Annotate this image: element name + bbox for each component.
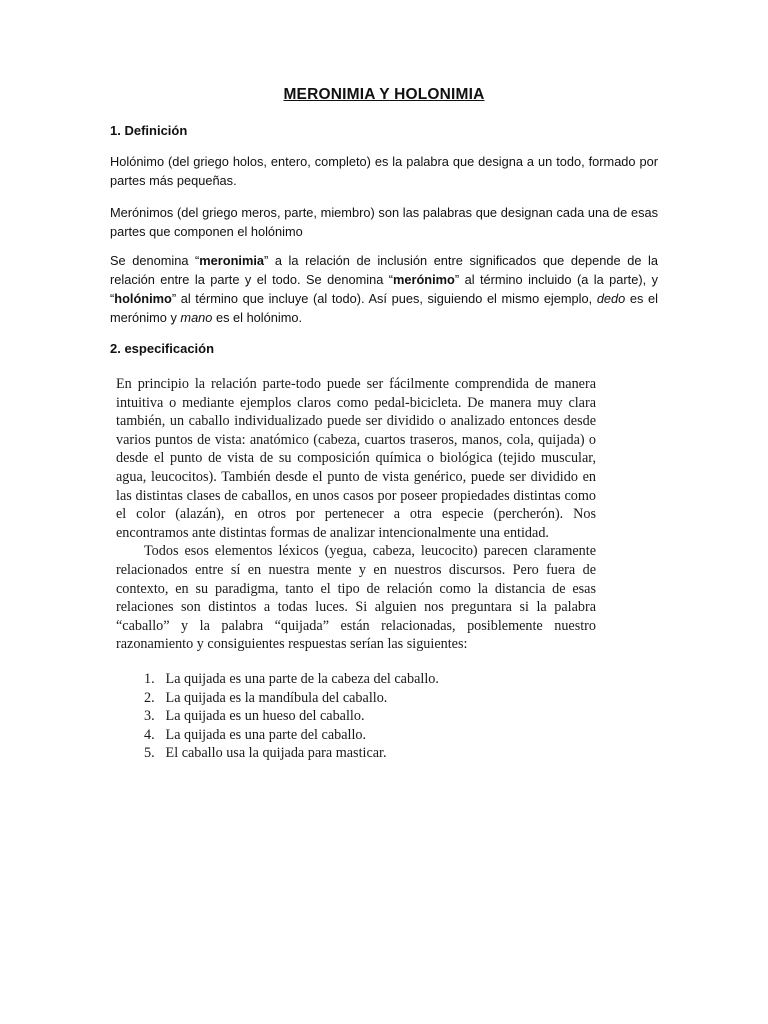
list-item-text: La quijada es un hueso del caballo. bbox=[165, 708, 365, 725]
scanned-excerpt bbox=[116, 375, 596, 763]
text-span: ” a la relación de inclusión entre significados que depende de la relación entre la parte y el todo. Se denomina “ bbox=[110, 253, 659, 287]
paragraph-meronimia-relation bbox=[110, 251, 658, 327]
list-item-number: 5. bbox=[144, 745, 155, 762]
list-item-number: 1. bbox=[144, 670, 155, 687]
list-item bbox=[144, 744, 596, 763]
italic-term-dedo: dedo bbox=[596, 291, 626, 306]
reasoning-list bbox=[116, 670, 596, 763]
list-item-text: La quijada es la mandíbula del caballo. bbox=[165, 689, 388, 706]
text-span: es el merónimo y bbox=[110, 291, 658, 325]
list-item bbox=[144, 726, 596, 745]
bold-term-meronimo: merónimo bbox=[393, 272, 455, 287]
text-span: ” al término que incluye (al todo). Así pues, siguiendo el mismo ejemplo, bbox=[171, 291, 597, 306]
italic-term-mano: mano bbox=[180, 310, 213, 325]
list-item-text: La quijada es una parte de la cabeza del caballo. bbox=[165, 670, 439, 687]
excerpt-paragraph-2: Todos esos elementos léxicos (yegua, cabeza, leucocito) parecen claramente relacionados entre sí en nuestra mente y en nuestros discursos. Pero fuera de contexto, en su paradigma, tanto el tipo de relación como la distancia de esas relaciones son distintos a todas luces. Si alguien nos preguntara si la palabra “caballo” y la palabra “quijada” están relacionadas, posiblemente nuestro razonamiento y consiguientes respuestas serían las siguientes: bbox=[116, 543, 596, 653]
page-title: MERONIMIA Y HOLONIMIA bbox=[283, 86, 485, 103]
list-item bbox=[144, 670, 596, 689]
list-item-number: 2. bbox=[144, 689, 155, 706]
list-item-number: 4. bbox=[144, 726, 155, 743]
paragraph-holonimo: Holónimo (del griego holos, entero, completo) es la palabra que designa a un todo, formado por partes más pequeñas. bbox=[110, 154, 658, 188]
bold-term-meronimia: meronimia bbox=[199, 253, 265, 268]
paragraph-meronimos: Merónimos (del griego meros, parte, miembro) son las palabras que designan cada una de esas partes que componen el holónimo bbox=[110, 205, 658, 239]
text-span: Se denomina “ bbox=[110, 253, 200, 268]
section-heading-especificacion: 2. especificación bbox=[110, 341, 215, 356]
text-span: es el holónimo. bbox=[212, 310, 303, 325]
list-item-text: El caballo usa la quijada para masticar. bbox=[165, 745, 387, 762]
list-item-number: 3. bbox=[144, 708, 155, 725]
list-item bbox=[144, 689, 596, 708]
section-heading-definicion: 1. Definición bbox=[110, 123, 188, 138]
text-span: ” al término incluido (a la parte), y “ bbox=[110, 272, 658, 306]
list-item bbox=[144, 707, 596, 726]
bold-term-holonimo: holónimo bbox=[114, 291, 172, 306]
excerpt-paragraph-1: En principio la relación parte-todo puede ser fácilmente comprendida de manera intuitiva o mediante ejemplos claros como pedal-bicicleta. De manera muy clara también, un caballo individualizado puede ser dividido o analizado entonces desde varios puntos de vista: anatómico (cabeza, cuartos traseros, manos, cola, quijada) o desde el punto de vista de su composición química o biológica (tejido muscular, agua, leucocitos). También desde el punto de vista genérico, puede ser dividido en las distintas clases de caballos, en unos casos por poseer propiedades distintas como el color (alazán), en otros por pertenecer a otra especie (percherón). Nos encontramos ante distintas formas de analizar intencionalmente una entidad. bbox=[116, 376, 596, 541]
list-item-text: La quijada es una parte del caballo. bbox=[165, 726, 367, 743]
